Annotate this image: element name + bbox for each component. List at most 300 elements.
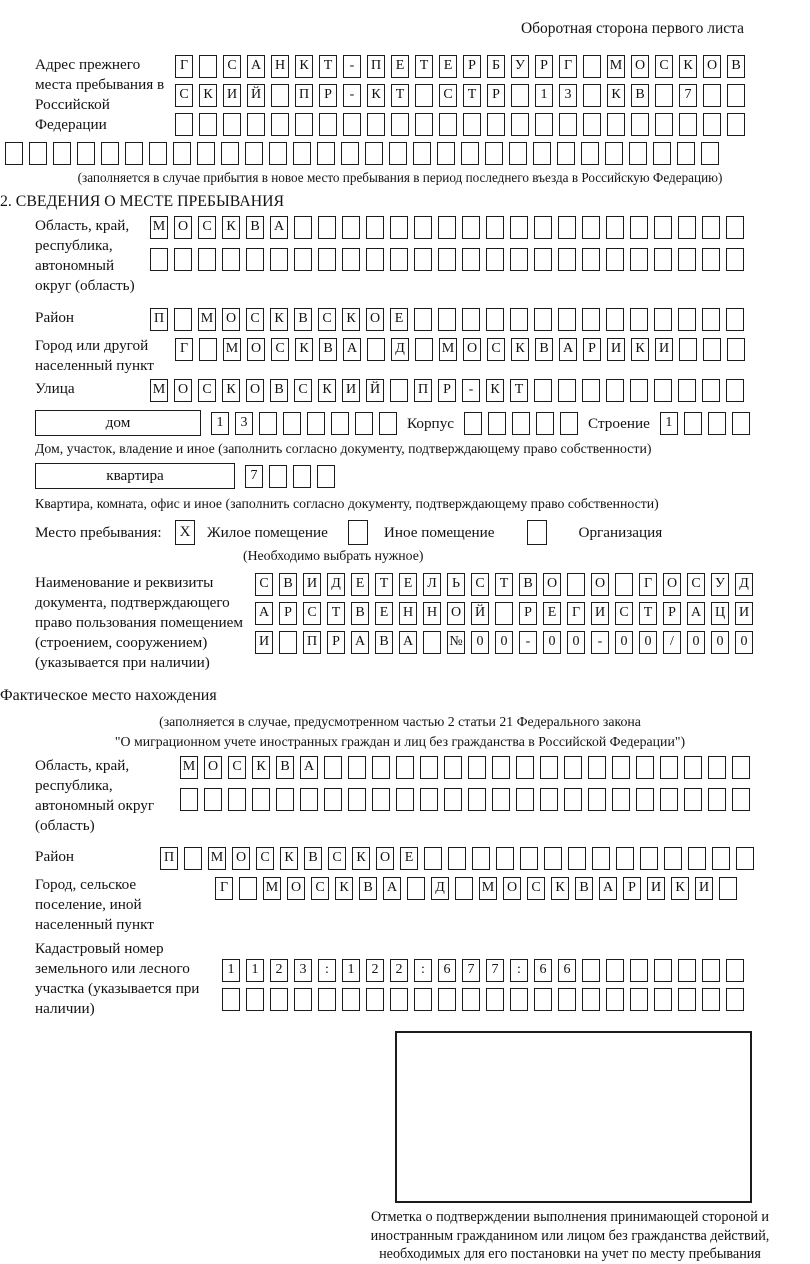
char-box[interactable]: У [511, 55, 529, 78]
char-box[interactable] [269, 142, 287, 165]
char-box[interactable]: Е [375, 602, 393, 625]
char-box[interactable] [228, 788, 246, 811]
char-box[interactable]: Ц [711, 602, 729, 625]
char-box[interactable]: И [342, 379, 360, 402]
char-box[interactable] [630, 379, 648, 402]
char-box[interactable]: / [663, 631, 681, 654]
char-box[interactable] [29, 142, 47, 165]
kvartira-type-box[interactable]: квартира [35, 463, 235, 489]
char-box[interactable]: № [447, 631, 465, 654]
char-box[interactable]: С [311, 877, 329, 900]
char-box[interactable] [726, 988, 744, 1011]
char-box[interactable] [487, 113, 505, 136]
char-box[interactable] [438, 248, 456, 271]
char-box[interactable]: О [447, 602, 465, 625]
char-box[interactable] [630, 988, 648, 1011]
char-box[interactable]: Т [327, 602, 345, 625]
char-box[interactable]: 1 [342, 959, 360, 982]
char-box[interactable]: Р [623, 877, 641, 900]
char-box[interactable] [198, 248, 216, 271]
char-box[interactable] [654, 959, 672, 982]
char-box[interactable]: Й [366, 379, 384, 402]
char-box[interactable] [510, 988, 528, 1011]
char-box[interactable] [684, 412, 702, 435]
char-box[interactable] [629, 142, 647, 165]
char-box[interactable]: 0 [495, 631, 513, 654]
char-box[interactable]: Е [543, 602, 561, 625]
char-box[interactable]: М [223, 338, 241, 361]
char-box[interactable] [630, 216, 648, 239]
char-box[interactable]: - [343, 84, 361, 107]
char-box[interactable]: Н [423, 602, 441, 625]
char-box[interactable]: 3 [235, 412, 253, 435]
char-box[interactable] [703, 84, 721, 107]
char-box[interactable] [534, 216, 552, 239]
char-box[interactable]: 1 [211, 412, 229, 435]
char-box[interactable]: О [376, 847, 394, 870]
char-box[interactable] [702, 248, 720, 271]
char-box[interactable] [486, 308, 504, 331]
char-box[interactable]: Г [215, 877, 233, 900]
char-box[interactable] [679, 338, 697, 361]
char-box[interactable] [606, 308, 624, 331]
char-box[interactable]: : [318, 959, 336, 982]
char-box[interactable]: С [318, 308, 336, 331]
char-box[interactable] [366, 988, 384, 1011]
char-box[interactable]: И [655, 338, 673, 361]
char-box[interactable]: К [280, 847, 298, 870]
char-box[interactable]: В [246, 216, 264, 239]
char-box[interactable] [582, 216, 600, 239]
char-box[interactable] [558, 988, 576, 1011]
char-box[interactable] [390, 988, 408, 1011]
char-box[interactable] [732, 756, 750, 779]
char-box[interactable]: Е [439, 55, 457, 78]
char-box[interactable] [582, 988, 600, 1011]
char-box[interactable]: А [559, 338, 577, 361]
char-box[interactable] [592, 847, 610, 870]
char-box[interactable] [534, 308, 552, 331]
char-box[interactable]: С [615, 602, 633, 625]
char-box[interactable] [654, 988, 672, 1011]
char-box[interactable] [492, 756, 510, 779]
char-box[interactable] [677, 142, 695, 165]
char-box[interactable] [615, 573, 633, 596]
char-box[interactable]: С [294, 379, 312, 402]
char-box[interactable]: О [174, 379, 192, 402]
char-box[interactable]: М [208, 847, 226, 870]
char-box[interactable]: И [607, 338, 625, 361]
char-box[interactable]: К [335, 877, 353, 900]
char-box[interactable] [342, 988, 360, 1011]
char-box[interactable]: П [367, 55, 385, 78]
char-box[interactable] [365, 142, 383, 165]
char-box[interactable] [283, 412, 301, 435]
char-box[interactable] [150, 248, 168, 271]
char-box[interactable]: С [271, 338, 289, 361]
char-box[interactable]: 0 [735, 631, 753, 654]
char-box[interactable] [583, 55, 601, 78]
char-box[interactable] [732, 412, 750, 435]
char-box[interactable]: О [591, 573, 609, 596]
char-box[interactable] [712, 847, 730, 870]
char-box[interactable] [319, 113, 337, 136]
char-box[interactable] [708, 756, 726, 779]
char-box[interactable] [606, 248, 624, 271]
char-box[interactable] [568, 847, 586, 870]
char-box[interactable] [367, 113, 385, 136]
char-box[interactable]: Т [319, 55, 337, 78]
char-box[interactable]: Р [519, 602, 537, 625]
char-box[interactable] [654, 216, 672, 239]
char-box[interactable] [331, 412, 349, 435]
char-box[interactable] [271, 84, 289, 107]
char-box[interactable]: К [671, 877, 689, 900]
char-box[interactable] [222, 988, 240, 1011]
char-box[interactable]: : [414, 959, 432, 982]
char-box[interactable] [678, 379, 696, 402]
char-box[interactable] [582, 379, 600, 402]
char-box[interactable]: К [352, 847, 370, 870]
char-box[interactable] [679, 113, 697, 136]
char-box[interactable] [486, 988, 504, 1011]
char-box[interactable]: Ь [447, 573, 465, 596]
char-box[interactable]: В [351, 602, 369, 625]
char-box[interactable] [654, 248, 672, 271]
char-box[interactable] [510, 248, 528, 271]
char-box[interactable]: В [535, 338, 553, 361]
char-box[interactable]: А [383, 877, 401, 900]
char-box[interactable] [53, 142, 71, 165]
char-box[interactable] [612, 756, 630, 779]
char-box[interactable] [535, 113, 553, 136]
char-box[interactable]: Р [583, 338, 601, 361]
char-box[interactable]: К [199, 84, 217, 107]
char-box[interactable] [534, 988, 552, 1011]
char-box[interactable]: Е [400, 847, 418, 870]
char-box[interactable] [276, 788, 294, 811]
char-box[interactable] [149, 142, 167, 165]
char-box[interactable]: К [342, 308, 360, 331]
char-box[interactable]: О [663, 573, 681, 596]
char-box[interactable] [175, 113, 193, 136]
char-box[interactable] [204, 788, 222, 811]
char-box[interactable] [125, 142, 143, 165]
char-box[interactable] [582, 308, 600, 331]
char-box[interactable] [510, 216, 528, 239]
char-box[interactable]: Р [279, 602, 297, 625]
char-box[interactable]: Г [567, 602, 585, 625]
char-box[interactable] [439, 113, 457, 136]
char-box[interactable]: С [487, 338, 505, 361]
char-box[interactable]: Т [495, 573, 513, 596]
char-box[interactable]: 2 [390, 959, 408, 982]
char-box[interactable]: А [343, 338, 361, 361]
char-box[interactable] [664, 847, 682, 870]
char-box[interactable] [660, 756, 678, 779]
char-box[interactable] [588, 756, 606, 779]
char-box[interactable] [567, 573, 585, 596]
char-box[interactable] [317, 465, 335, 488]
char-box[interactable] [222, 248, 240, 271]
char-box[interactable] [239, 877, 257, 900]
char-box[interactable]: Т [375, 573, 393, 596]
char-box[interactable] [540, 756, 558, 779]
char-box[interactable]: О [174, 216, 192, 239]
char-box[interactable]: Р [535, 55, 553, 78]
char-box[interactable]: И [591, 602, 609, 625]
char-box[interactable]: К [222, 216, 240, 239]
char-box[interactable]: Е [351, 573, 369, 596]
char-box[interactable] [654, 379, 672, 402]
char-box[interactable]: В [375, 631, 393, 654]
char-box[interactable]: С [223, 55, 241, 78]
char-box[interactable]: К [222, 379, 240, 402]
char-box[interactable]: К [318, 379, 336, 402]
char-box[interactable]: П [160, 847, 178, 870]
char-box[interactable] [294, 216, 312, 239]
char-box[interactable] [318, 216, 336, 239]
char-box[interactable] [318, 988, 336, 1011]
char-box[interactable]: Р [463, 55, 481, 78]
char-box[interactable]: Г [639, 573, 657, 596]
checkbox-organization[interactable] [527, 520, 547, 545]
char-box[interactable] [726, 248, 744, 271]
char-box[interactable]: К [295, 55, 313, 78]
char-box[interactable] [438, 988, 456, 1011]
char-box[interactable] [534, 379, 552, 402]
char-box[interactable]: Т [510, 379, 528, 402]
char-box[interactable]: 3 [559, 84, 577, 107]
char-box[interactable] [414, 216, 432, 239]
char-box[interactable]: 7 [486, 959, 504, 982]
char-box[interactable]: А [247, 55, 265, 78]
char-box[interactable] [437, 142, 455, 165]
char-box[interactable] [462, 308, 480, 331]
char-box[interactable] [520, 847, 538, 870]
char-box[interactable]: С [256, 847, 274, 870]
char-box[interactable] [390, 379, 408, 402]
char-box[interactable] [455, 877, 473, 900]
char-box[interactable] [424, 847, 442, 870]
char-box[interactable] [660, 788, 678, 811]
char-box[interactable]: В [359, 877, 377, 900]
char-box[interactable]: К [486, 379, 504, 402]
char-box[interactable]: Д [431, 877, 449, 900]
char-box[interactable]: 1 [222, 959, 240, 982]
char-box[interactable]: И [695, 877, 713, 900]
char-box[interactable] [391, 113, 409, 136]
char-box[interactable] [317, 142, 335, 165]
char-box[interactable]: К [295, 338, 313, 361]
char-box[interactable] [495, 602, 513, 625]
char-box[interactable]: 7 [462, 959, 480, 982]
char-box[interactable] [379, 412, 397, 435]
char-box[interactable]: - [462, 379, 480, 402]
char-box[interactable] [414, 248, 432, 271]
char-box[interactable]: Г [559, 55, 577, 78]
char-box[interactable] [355, 412, 373, 435]
char-box[interactable] [607, 113, 625, 136]
char-box[interactable]: 7 [245, 465, 263, 488]
char-box[interactable] [293, 142, 311, 165]
char-box[interactable]: К [270, 308, 288, 331]
char-box[interactable] [582, 959, 600, 982]
char-box[interactable] [463, 113, 481, 136]
char-box[interactable]: Г [175, 338, 193, 361]
char-box[interactable] [372, 788, 390, 811]
char-box[interactable]: М [439, 338, 457, 361]
char-box[interactable] [654, 308, 672, 331]
char-box[interactable]: О [232, 847, 250, 870]
char-box[interactable] [77, 142, 95, 165]
char-box[interactable]: К [551, 877, 569, 900]
char-box[interactable] [415, 84, 433, 107]
char-box[interactable] [294, 988, 312, 1011]
char-box[interactable]: П [303, 631, 321, 654]
char-box[interactable] [582, 248, 600, 271]
char-box[interactable] [342, 248, 360, 271]
char-box[interactable] [655, 113, 673, 136]
char-box[interactable]: Р [663, 602, 681, 625]
char-box[interactable]: И [255, 631, 273, 654]
char-box[interactable]: 1 [660, 412, 678, 435]
char-box[interactable]: 0 [711, 631, 729, 654]
char-box[interactable]: 2 [366, 959, 384, 982]
char-box[interactable]: И [223, 84, 241, 107]
char-box[interactable] [324, 788, 342, 811]
checkbox-other-premises[interactable] [348, 520, 368, 545]
char-box[interactable]: М [198, 308, 216, 331]
char-box[interactable] [512, 412, 530, 435]
char-box[interactable] [444, 756, 462, 779]
char-box[interactable] [702, 216, 720, 239]
char-box[interactable] [318, 248, 336, 271]
char-box[interactable]: И [735, 602, 753, 625]
char-box[interactable] [727, 338, 745, 361]
char-box[interactable] [688, 847, 706, 870]
char-box[interactable] [606, 379, 624, 402]
char-box[interactable] [640, 847, 658, 870]
char-box[interactable]: 3 [294, 959, 312, 982]
char-box[interactable] [348, 756, 366, 779]
char-box[interactable] [270, 988, 288, 1011]
char-box[interactable] [606, 216, 624, 239]
char-box[interactable]: 0 [615, 631, 633, 654]
char-box[interactable] [684, 756, 702, 779]
char-box[interactable]: С [687, 573, 705, 596]
char-box[interactable]: М [180, 756, 198, 779]
char-box[interactable] [559, 113, 577, 136]
char-box[interactable] [468, 756, 486, 779]
char-box[interactable] [708, 788, 726, 811]
char-box[interactable] [702, 959, 720, 982]
char-box[interactable] [246, 988, 264, 1011]
char-box[interactable]: В [279, 573, 297, 596]
char-box[interactable] [300, 788, 318, 811]
char-box[interactable] [407, 877, 425, 900]
char-box[interactable] [726, 379, 744, 402]
char-box[interactable] [726, 308, 744, 331]
char-box[interactable] [702, 379, 720, 402]
char-box[interactable]: - [591, 631, 609, 654]
char-box[interactable] [606, 988, 624, 1011]
char-box[interactable] [726, 216, 744, 239]
char-box[interactable] [703, 338, 721, 361]
char-box[interactable] [719, 877, 737, 900]
char-box[interactable] [509, 142, 527, 165]
char-box[interactable]: Е [391, 55, 409, 78]
char-box[interactable] [420, 756, 438, 779]
char-box[interactable] [516, 788, 534, 811]
char-box[interactable]: М [479, 877, 497, 900]
char-box[interactable]: М [263, 877, 281, 900]
char-box[interactable]: Т [415, 55, 433, 78]
char-box[interactable]: С [328, 847, 346, 870]
char-box[interactable]: Л [423, 573, 441, 596]
char-box[interactable] [423, 631, 441, 654]
char-box[interactable] [488, 412, 506, 435]
char-box[interactable] [348, 788, 366, 811]
char-box[interactable] [678, 248, 696, 271]
char-box[interactable] [464, 412, 482, 435]
char-box[interactable]: О [204, 756, 222, 779]
char-box[interactable] [726, 959, 744, 982]
char-box[interactable]: В [575, 877, 593, 900]
char-box[interactable]: П [295, 84, 313, 107]
char-box[interactable] [588, 788, 606, 811]
char-box[interactable] [415, 113, 433, 136]
char-box[interactable]: А [687, 602, 705, 625]
char-box[interactable]: С [198, 216, 216, 239]
char-box[interactable] [390, 216, 408, 239]
char-box[interactable]: С [439, 84, 457, 107]
char-box[interactable]: Е [399, 573, 417, 596]
char-box[interactable]: А [351, 631, 369, 654]
char-box[interactable] [295, 113, 313, 136]
char-box[interactable] [174, 248, 192, 271]
char-box[interactable] [414, 308, 432, 331]
char-box[interactable] [558, 248, 576, 271]
char-box[interactable] [511, 84, 529, 107]
char-box[interactable]: К [252, 756, 270, 779]
char-box[interactable] [486, 248, 504, 271]
char-box[interactable]: Т [463, 84, 481, 107]
char-box[interactable] [701, 142, 719, 165]
char-box[interactable]: С [246, 308, 264, 331]
char-box[interactable]: С [255, 573, 273, 596]
char-box[interactable] [294, 248, 312, 271]
dom-type-box[interactable]: дом [35, 410, 201, 436]
char-box[interactable] [511, 113, 529, 136]
char-box[interactable] [653, 142, 671, 165]
char-box[interactable] [372, 756, 390, 779]
char-box[interactable]: О [287, 877, 305, 900]
char-box[interactable] [606, 959, 624, 982]
char-box[interactable]: О [222, 308, 240, 331]
char-box[interactable]: Т [639, 602, 657, 625]
char-box[interactable]: К [631, 338, 649, 361]
char-box[interactable]: 6 [558, 959, 576, 982]
char-box[interactable] [396, 756, 414, 779]
char-box[interactable]: К [679, 55, 697, 78]
char-box[interactable] [560, 412, 578, 435]
char-box[interactable] [462, 988, 480, 1011]
char-box[interactable] [199, 338, 217, 361]
char-box[interactable]: А [300, 756, 318, 779]
char-box[interactable]: 0 [567, 631, 585, 654]
char-box[interactable] [343, 113, 361, 136]
